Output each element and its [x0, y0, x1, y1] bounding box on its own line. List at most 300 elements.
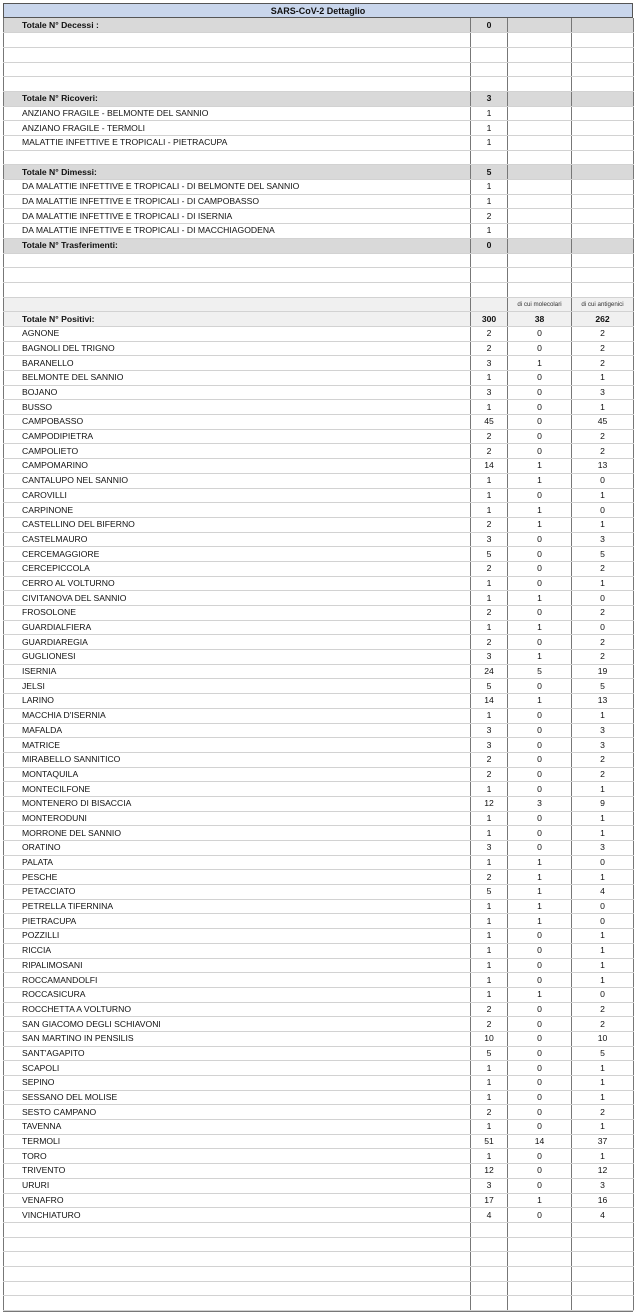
comune-total: 1 — [471, 1149, 508, 1164]
positivi-label: Totale N° Positivi: — [4, 312, 471, 327]
comune-molecolari: 0 — [508, 782, 572, 797]
comune-name: ROCCHETTA A VOLTURNO — [4, 1002, 471, 1017]
comune-molecolari: 1 — [508, 870, 572, 885]
comune-molecolari: 1 — [508, 473, 572, 488]
comune-antigenici: 1 — [572, 1090, 634, 1105]
comune-row — [4, 517, 634, 532]
comune-molecolari: 0 — [508, 1105, 572, 1120]
blank-cell — [4, 1266, 471, 1281]
comune-row — [4, 473, 634, 488]
comune-row — [4, 503, 634, 518]
comune-molecolari: 0 — [508, 1120, 572, 1135]
comune-row — [4, 385, 634, 400]
comune-total: 45 — [471, 415, 508, 430]
comune-molecolari: 5 — [508, 664, 572, 679]
comune-total: 1 — [471, 620, 508, 635]
comune-molecolari: 0 — [508, 811, 572, 826]
comune-row — [4, 620, 634, 635]
comune-antigenici: 0 — [572, 855, 634, 870]
comune-antigenici: 1 — [572, 943, 634, 958]
blank-cell — [508, 1252, 572, 1267]
comune-total: 1 — [471, 855, 508, 870]
blank-cell — [572, 180, 634, 195]
blank-cell — [471, 77, 508, 92]
comune-row — [4, 326, 634, 341]
comune-molecolari: 0 — [508, 326, 572, 341]
blank-cell — [4, 297, 471, 312]
comune-molecolari: 0 — [508, 973, 572, 988]
comune-row — [4, 1178, 634, 1193]
comune-antigenici: 2 — [572, 752, 634, 767]
comune-row — [4, 650, 634, 665]
blank-cell — [4, 1296, 471, 1311]
blank-row — [4, 1296, 634, 1311]
item-name: ANZIANO FRAGILE - TERMOLI — [4, 121, 471, 136]
comune-antigenici: 1 — [572, 708, 634, 723]
comune-name: SESTO CAMPANO — [4, 1105, 471, 1120]
comune-total: 4 — [471, 1208, 508, 1223]
comune-name: FROSOLONE — [4, 606, 471, 621]
header-cell — [508, 18, 572, 33]
comune-name: GUARDIALFIERA — [4, 620, 471, 635]
blank-cell — [471, 1222, 508, 1237]
blank-cell — [508, 282, 572, 297]
item-name: DA MALATTIE INFETTIVE E TROPICALI - DI ISERNIA — [4, 209, 471, 224]
positivi-molecolari: 38 — [508, 312, 572, 327]
blank-cell — [4, 253, 471, 268]
comune-antigenici: 37 — [572, 1134, 634, 1149]
comune-molecolari: 0 — [508, 1061, 572, 1076]
blank-row — [4, 282, 634, 297]
comune-row — [4, 708, 634, 723]
trasferimenti-header-row — [4, 238, 634, 253]
comune-antigenici: 16 — [572, 1193, 634, 1208]
comune-molecolari: 0 — [508, 708, 572, 723]
comune-row — [4, 1193, 634, 1208]
trasferimenti-total: 0 — [471, 238, 508, 253]
comune-name: MIRABELLO SANNITICO — [4, 752, 471, 767]
ricoveri-item-row — [4, 136, 634, 151]
header-cell — [572, 238, 634, 253]
comune-total: 3 — [471, 723, 508, 738]
col-antigenici-header: di cui antigenici — [572, 297, 634, 312]
comune-molecolari: 1 — [508, 987, 572, 1002]
comune-total: 2 — [471, 341, 508, 356]
comune-antigenici: 13 — [572, 694, 634, 709]
comune-molecolari: 0 — [508, 385, 572, 400]
comune-name: CASTELMAURO — [4, 532, 471, 547]
decessi-header-row — [4, 18, 634, 33]
blank-cell — [572, 150, 634, 165]
comune-name: MAFALDA — [4, 723, 471, 738]
blank-row — [4, 62, 634, 77]
comune-molecolari: 1 — [508, 1193, 572, 1208]
comune-name: LARINO — [4, 694, 471, 709]
blank-cell — [572, 224, 634, 239]
comune-antigenici: 1 — [572, 1149, 634, 1164]
comune-molecolari: 0 — [508, 561, 572, 576]
comune-molecolari: 0 — [508, 606, 572, 621]
comune-antigenici: 0 — [572, 899, 634, 914]
comune-total: 12 — [471, 1164, 508, 1179]
comune-name: CARPINONE — [4, 503, 471, 518]
blank-row — [4, 33, 634, 48]
comune-row — [4, 341, 634, 356]
comune-molecolari: 0 — [508, 679, 572, 694]
comune-total: 2 — [471, 870, 508, 885]
comune-molecolari: 0 — [508, 929, 572, 944]
blank-cell — [572, 1222, 634, 1237]
ricoveri-label: Totale N° Ricoveri: — [4, 91, 471, 106]
comune-molecolari: 0 — [508, 826, 572, 841]
comune-name: SESSANO DEL MOLISE — [4, 1090, 471, 1105]
blank-cell — [572, 47, 634, 62]
positivi-subheader-row — [4, 297, 634, 312]
blank-cell — [508, 121, 572, 136]
trasferimenti-label: Totale N° Trasferimenti: — [4, 238, 471, 253]
blank-cell — [4, 268, 471, 283]
comune-row — [4, 870, 634, 885]
comune-name: MONTAQUILA — [4, 767, 471, 782]
comune-antigenici: 4 — [572, 885, 634, 900]
blank-cell — [4, 33, 471, 48]
comune-row — [4, 973, 634, 988]
comune-antigenici: 2 — [572, 635, 634, 650]
comune-total: 5 — [471, 1046, 508, 1061]
comune-name: BAGNOLI DEL TRIGNO — [4, 341, 471, 356]
comune-row — [4, 356, 634, 371]
comune-total: 1 — [471, 488, 508, 503]
comune-molecolari: 0 — [508, 1208, 572, 1223]
comune-name: MORRONE DEL SANNIO — [4, 826, 471, 841]
comune-row — [4, 1105, 634, 1120]
comune-molecolari: 0 — [508, 576, 572, 591]
detail-table-body — [4, 18, 634, 1311]
comune-total: 1 — [471, 943, 508, 958]
comune-total: 2 — [471, 606, 508, 621]
blank-cell — [572, 1237, 634, 1252]
comune-row — [4, 1017, 634, 1032]
comune-row — [4, 1076, 634, 1091]
comune-name: CAMPODIPIETRA — [4, 429, 471, 444]
comune-antigenici: 3 — [572, 532, 634, 547]
comune-name: ISERNIA — [4, 664, 471, 679]
comune-row — [4, 429, 634, 444]
blank-cell — [4, 1252, 471, 1267]
blank-cell — [471, 1296, 508, 1311]
comune-total: 1 — [471, 576, 508, 591]
comune-name: RICCIA — [4, 943, 471, 958]
comune-antigenici: 1 — [572, 782, 634, 797]
comune-molecolari: 0 — [508, 1002, 572, 1017]
blank-cell — [572, 62, 634, 77]
comune-name: CAMPOMARINO — [4, 459, 471, 474]
dimessi-header-row — [4, 165, 634, 180]
comune-molecolari: 0 — [508, 1149, 572, 1164]
blank-cell — [572, 136, 634, 151]
blank-cell — [572, 1252, 634, 1267]
comune-name: BOJANO — [4, 385, 471, 400]
comune-total: 1 — [471, 1090, 508, 1105]
comune-antigenici: 2 — [572, 429, 634, 444]
comune-row — [4, 679, 634, 694]
comune-name: TAVENNA — [4, 1120, 471, 1135]
comune-name: CIVITANOVA DEL SANNIO — [4, 591, 471, 606]
comune-row — [4, 1090, 634, 1105]
comune-total: 1 — [471, 973, 508, 988]
comune-antigenici: 0 — [572, 914, 634, 929]
comune-total: 3 — [471, 738, 508, 753]
blank-cell — [4, 150, 471, 165]
comune-total: 3 — [471, 650, 508, 665]
comune-total: 1 — [471, 958, 508, 973]
comune-antigenici: 1 — [572, 1076, 634, 1091]
comune-total: 3 — [471, 356, 508, 371]
blank-row — [4, 1281, 634, 1296]
item-name: DA MALATTIE INFETTIVE E TROPICALI - DI BELMONTE DEL SANNIO — [4, 180, 471, 195]
blank-row — [4, 1222, 634, 1237]
comune-molecolari: 0 — [508, 752, 572, 767]
comune-molecolari: 0 — [508, 429, 572, 444]
comune-name: MONTERODUNI — [4, 811, 471, 826]
comune-total: 1 — [471, 782, 508, 797]
blank-row — [4, 1237, 634, 1252]
comune-molecolari: 1 — [508, 459, 572, 474]
comune-antigenici: 0 — [572, 987, 634, 1002]
comune-row — [4, 855, 634, 870]
blank-cell — [508, 1296, 572, 1311]
comune-antigenici: 1 — [572, 958, 634, 973]
blank-cell — [508, 224, 572, 239]
blank-cell — [471, 47, 508, 62]
item-name: DA MALATTIE INFETTIVE E TROPICALI - DI CAMPOBASSO — [4, 194, 471, 209]
blank-cell — [471, 33, 508, 48]
comune-row — [4, 488, 634, 503]
comune-row — [4, 899, 634, 914]
comune-name: BUSSO — [4, 400, 471, 415]
decessi-label: Totale N° Decessi : — [4, 18, 471, 33]
comune-total: 2 — [471, 767, 508, 782]
blank-cell — [471, 1266, 508, 1281]
blank-row — [4, 253, 634, 268]
comune-total: 51 — [471, 1134, 508, 1149]
blank-cell — [508, 47, 572, 62]
comune-antigenici: 5 — [572, 547, 634, 562]
ricoveri-item-row — [4, 106, 634, 121]
comune-name: ORATINO — [4, 841, 471, 856]
item-name: MALATTIE INFETTIVE E TROPICALI - PIETRACUPA — [4, 136, 471, 151]
comune-molecolari: 0 — [508, 444, 572, 459]
item-value: 1 — [471, 121, 508, 136]
blank-cell — [572, 1266, 634, 1281]
blank-cell — [508, 253, 572, 268]
comune-row — [4, 444, 634, 459]
comune-total: 5 — [471, 547, 508, 562]
comune-antigenici: 1 — [572, 826, 634, 841]
comune-row — [4, 752, 634, 767]
comune-antigenici: 1 — [572, 870, 634, 885]
blank-cell — [4, 1281, 471, 1296]
header-cell — [508, 238, 572, 253]
comune-molecolari: 1 — [508, 517, 572, 532]
comune-molecolari: 0 — [508, 723, 572, 738]
header-cell — [572, 18, 634, 33]
blank-cell — [572, 106, 634, 121]
comune-molecolari: 0 — [508, 488, 572, 503]
comune-row — [4, 841, 634, 856]
comune-antigenici: 2 — [572, 444, 634, 459]
comune-total: 1 — [471, 400, 508, 415]
blank-cell — [572, 77, 634, 92]
comune-antigenici: 0 — [572, 473, 634, 488]
comune-row — [4, 371, 634, 386]
item-name: ANZIANO FRAGILE - BELMONTE DEL SANNIO — [4, 106, 471, 121]
comune-name: CAMPOLIETO — [4, 444, 471, 459]
item-value: 1 — [471, 106, 508, 121]
comune-antigenici: 2 — [572, 1002, 634, 1017]
comune-molecolari: 1 — [508, 620, 572, 635]
comune-antigenici: 0 — [572, 620, 634, 635]
blank-cell — [4, 1222, 471, 1237]
comune-molecolari: 0 — [508, 371, 572, 386]
comune-row — [4, 1164, 634, 1179]
blank-row — [4, 77, 634, 92]
comune-antigenici: 1 — [572, 973, 634, 988]
comune-row — [4, 1002, 634, 1017]
comune-name: BELMONTE DEL SANNIO — [4, 371, 471, 386]
comune-molecolari: 0 — [508, 547, 572, 562]
comune-name: BARANELLO — [4, 356, 471, 371]
blank-cell — [508, 106, 572, 121]
comune-row — [4, 664, 634, 679]
comune-molecolari: 1 — [508, 591, 572, 606]
comune-name: PETACCIATO — [4, 885, 471, 900]
comune-name: PIETRACUPA — [4, 914, 471, 929]
comune-row — [4, 1149, 634, 1164]
item-value: 2 — [471, 209, 508, 224]
ricoveri-total: 3 — [471, 91, 508, 106]
comune-molecolari: 0 — [508, 1076, 572, 1091]
comune-antigenici: 1 — [572, 488, 634, 503]
blank-row — [4, 268, 634, 283]
comune-total: 1 — [471, 371, 508, 386]
comune-antigenici: 13 — [572, 459, 634, 474]
comune-total: 1 — [471, 914, 508, 929]
comune-row — [4, 1061, 634, 1076]
blank-cell — [508, 1281, 572, 1296]
comune-total: 1 — [471, 826, 508, 841]
blank-cell — [572, 282, 634, 297]
comune-name: CAROVILLI — [4, 488, 471, 503]
comune-name: SCAPOLI — [4, 1061, 471, 1076]
comune-name: TRIVENTO — [4, 1164, 471, 1179]
comune-total: 2 — [471, 517, 508, 532]
comune-molecolari: 0 — [508, 415, 572, 430]
comune-total: 1 — [471, 811, 508, 826]
comune-antigenici: 2 — [572, 1105, 634, 1120]
comune-row — [4, 694, 634, 709]
comune-row — [4, 459, 634, 474]
comune-total: 2 — [471, 1105, 508, 1120]
blank-cell — [471, 282, 508, 297]
comune-row — [4, 1046, 634, 1061]
dimessi-item-row — [4, 209, 634, 224]
blank-cell — [471, 268, 508, 283]
blank-cell — [572, 33, 634, 48]
comune-antigenici: 1 — [572, 576, 634, 591]
comune-row — [4, 943, 634, 958]
comune-antigenici: 2 — [572, 561, 634, 576]
comune-antigenici: 4 — [572, 1208, 634, 1223]
comune-name: JELSI — [4, 679, 471, 694]
blank-cell — [508, 62, 572, 77]
comune-row — [4, 415, 634, 430]
comune-molecolari: 0 — [508, 532, 572, 547]
comune-molecolari: 1 — [508, 503, 572, 518]
comune-row — [4, 547, 634, 562]
item-value: 1 — [471, 136, 508, 151]
blank-cell — [508, 77, 572, 92]
header-cell — [508, 165, 572, 180]
comune-row — [4, 1134, 634, 1149]
comune-total: 1 — [471, 1120, 508, 1135]
blank-cell — [572, 121, 634, 136]
comune-name: CERRO AL VOLTURNO — [4, 576, 471, 591]
blank-cell — [508, 1237, 572, 1252]
comune-molecolari: 3 — [508, 796, 572, 811]
header-cell — [572, 165, 634, 180]
ricoveri-header-row — [4, 91, 634, 106]
comune-name: CANTALUPO NEL SANNIO — [4, 473, 471, 488]
blank-cell — [4, 1237, 471, 1252]
comune-name: POZZILLI — [4, 929, 471, 944]
comune-antigenici: 3 — [572, 841, 634, 856]
comune-name: SAN MARTINO IN PENSILIS — [4, 1031, 471, 1046]
comune-antigenici: 1 — [572, 400, 634, 415]
blank-cell — [471, 1281, 508, 1296]
blank-cell — [572, 1281, 634, 1296]
comune-total: 1 — [471, 1076, 508, 1091]
comune-molecolari: 0 — [508, 341, 572, 356]
comune-name: SANT'AGAPITO — [4, 1046, 471, 1061]
comune-antigenici: 10 — [572, 1031, 634, 1046]
comune-total: 2 — [471, 561, 508, 576]
comune-row — [4, 958, 634, 973]
comune-row — [4, 796, 634, 811]
comune-antigenici: 1 — [572, 929, 634, 944]
comune-antigenici: 19 — [572, 664, 634, 679]
comune-total: 1 — [471, 1061, 508, 1076]
blank-cell — [572, 268, 634, 283]
comune-name: PESCHE — [4, 870, 471, 885]
dimessi-item-row — [4, 180, 634, 195]
comune-total: 2 — [471, 429, 508, 444]
comune-row — [4, 606, 634, 621]
comune-name: SAN GIACOMO DEGLI SCHIAVONI — [4, 1017, 471, 1032]
comune-total: 10 — [471, 1031, 508, 1046]
comune-molecolari: 0 — [508, 943, 572, 958]
comune-total: 2 — [471, 752, 508, 767]
comune-total: 1 — [471, 899, 508, 914]
blank-cell — [508, 194, 572, 209]
comune-antigenici: 1 — [572, 517, 634, 532]
comune-total: 1 — [471, 708, 508, 723]
comune-total: 3 — [471, 1178, 508, 1193]
item-value: 1 — [471, 224, 508, 239]
comune-row — [4, 987, 634, 1002]
blank-cell — [508, 150, 572, 165]
blank-cell — [4, 62, 471, 77]
